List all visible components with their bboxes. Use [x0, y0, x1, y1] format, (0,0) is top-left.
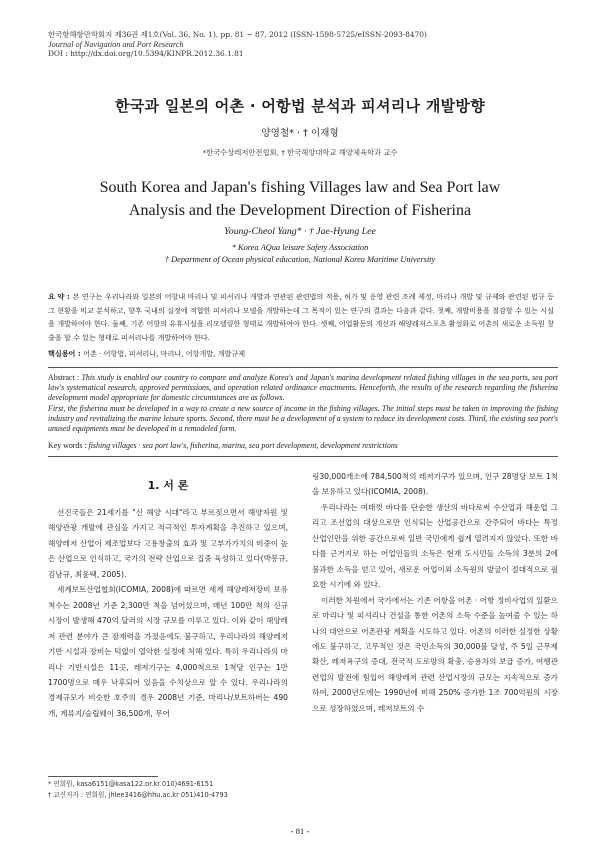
- divider-top: [48, 367, 558, 368]
- abstract-english-text-2: First, the fisherina must be developed in a way to create a new source of income in the fishing villages. The initial steps must be taken in improving the fishing industry and revitalizing the marine leisure sports. Second, there must be a development of a system to reduce its development costs. Third, the existing sea port's unused equipments must be developed in a remodeled form.: [48, 403, 558, 434]
- body-paragraph: 세계보트산업협회(ICOMIA, 2008)에 따르면 세계 해양레저장비 보유척수는 2008년 기준 2,300만 척을 넘어섰으며, 매년 100만 척의 신규 시장이 발생해 470억 달러의 시장 규모를 이루고 있다. 이와 같이 해양레저 관련 분야가 큰 잠재력을 가졌음에도 불구하고, 우리나라의 해양레저기반 시설과 장비는 턱없이 열악한 실정에 처해 있다. 특히 우리나라의 마리나 기반시설은 11곳, 레저기구는 4,000척으로 1척당 인구는 1만1700명으로 매우 낙후되어 있음을 수치상으로 알 수 있다. 우리나라의 경제규모가 비슷한 호주의 경우 2008년 기준, 마리나/보트하버는 490개, 계류지/슬립웨이 36,500개, 무어: [48, 585, 288, 718]
- authors-english: Young-Cheol Yang* · † Jae-Hyung Lee: [224, 226, 376, 237]
- abstract-english-label: Abstract :: [48, 373, 82, 382]
- divider-bottom: [48, 456, 558, 457]
- abstract-korean-text: 본 연구는 우리나라와 일본의 어항내 마리나 및 피셔리나 개발과 연관된 관련법의 적용, 허가 및 운영 관련 조례 제정, 마리나 개발 및 규제와 관련된 법규 등 그 현황을 비교 분석하고, 향후 국내의 실정에 적합한 피셔리나 모델을 개발하는데 그 목적이 있는 연구의 결과는 다음과 같다. 첫째, 개발비용을 절감할 수 있는 시설을 개발하여야 한다. 둘째, 기존 어항의 유휴시설을 리모델링한 형태로 개발하여야 한다. 셋째, 어업활동의 개선과 해양레저스포츠 활성화로 어촌의 새로운 소득원 창출을 할 수 있는 형태로 피셔리나를 개발하여야 한다.: [48, 292, 554, 342]
- affiliation-english: [0, 242, 600, 266]
- page-number: - 81 -: [290, 826, 310, 836]
- affiliation-korean: *한국수상레저안전협회, † 한국해양대학교 해양체육학과 교수: [202, 148, 398, 157]
- body-column-right: [312, 469, 558, 716]
- affiliation-english-line2: † Department of Ocean physical education, National Korea Maritime University: [164, 255, 436, 264]
- title-english: [60, 176, 540, 222]
- keywords-korean: [48, 349, 554, 359]
- title-english-line2: Analysis and the Development Direction of Fisherina: [128, 202, 472, 219]
- footnote-divider: [48, 776, 158, 777]
- body-paragraph: 링30,000개소에 784,500척의 레저기구가 있으며, 인구 28명당 보트 1척을 보유하고 있다(ICOMIA, 2008).: [312, 472, 558, 497]
- journal-name-en: Journal of Navigation and Port Research: [48, 39, 184, 49]
- body-column-left: [48, 505, 288, 721]
- keywords-korean-label: 핵심용어 :: [48, 349, 84, 358]
- abstract-korean: [48, 290, 554, 344]
- affiliation-english-line1: * Korea AQua leisure Safety Association: [231, 243, 369, 252]
- keywords-korean-text: 어촌 · 어항법, 피셔리나, 마리나, 어항개발, 개발규제: [83, 349, 246, 358]
- keywords-english: [48, 441, 558, 450]
- abstract-korean-label: 요 약 :: [48, 292, 73, 301]
- body-paragraph: 선진국들은 21세기를 "신 해양 시대"라고 부르짖으면서 해양자원 및 해양관광 개발에 관심을 가지고 적극적인 투자계획을 추진하고 있으며, 해양레저 산업이 제조업보다 고용창출의 효과 및 고부가가치의 비중이 높은 산업으로 인식하고, 국가의 전략 산업으로 집중 육성하고 있다(박봉규, 김남규, 최윤택, 2005).: [48, 508, 288, 579]
- keywords-english-text: fishing villages · sea port law's, fisherina, marina, sea port development, development restrictions: [88, 441, 398, 450]
- journal-citation: 한국항해항만학회지 제36권 제1호(Vol. 36, No. 1), pp. 81 ~ 87, 2012 (ISSN-1598-5725/eISSN-2093-8470): [48, 30, 427, 39]
- keywords-english-label: Key words :: [48, 441, 89, 450]
- body-paragraph: 우리나라는 여태껏 바다를 단순한 생산의 바다로써 수산업과 해운업 그리고 조선업의 대상으로만 인식되는 산업공간으로 간주되어 바다는 특정 산업인만을 위한 공간으로써 일반 국민에게 쉽게 열려지지 않았다. 또한 바다를 근거지로 하는 어업인들의 소득은 현재 도시민들 소득의 3분의 2에 불과한 소득을 얻고 있어, 새로운 어업이외 소득원의 발굴이 절대적으로 필요한 시기에 와 있다.: [312, 502, 558, 590]
- title-korean: 한국과 일본의 어촌 · 어항법 분석과 피셔리나 개발방향: [114, 97, 486, 115]
- body-paragraph: 이러한 차원에서 국가에서는 기존 어항을 어촌 · 어항 정비사업의 일환으로 마리나 및 피셔리나 건설을 통한 어촌의 소득 수준을 높여줄 수 있는 하나의 대안으로 어촌관광 계획을 시도하고 있다. 어촌의 이러한 실정한 상황에도 불구하고, 고무적인 것은 국민소득의 30,000불 달성, 주 5일 근무제 확산, 레저욕구의 증대, 전국적 도로망의 확충, 승용차의 보급 증가, 여행관련업의 발전에 힘입어 해양레저 관련 산업시장의 규모는 지속적으로 증가하여, 2000년도에는 1990년에 비해 250% 증가한 1조 700억원의 시장으로 성장하였으며, 레저보트의 수: [312, 595, 558, 713]
- footnote-2: † 교신저자 : 연회원, jhlee3416@hhu.ac.kr 051)410-4793: [48, 791, 228, 799]
- abstract-english-text: This study is enabled our country to compare and analyze Korea's and Japan's marina development related fishing villages in the sea ports, sea port law's systematical research, approved permissions, and operation related ordinance enactments. Henceforth, the results of the research regarding the fisherina development model appropriate for domestic circumstances are as follows.: [48, 373, 558, 403]
- footnotes: [48, 779, 308, 801]
- title-english-line1: South Korea and Japan's fishing Villages law and Sea Port law: [99, 179, 501, 196]
- doi-link[interactable]: DOI : http://dx.doi.org/10.5394/KINPR.2012.36.1.81: [48, 49, 244, 59]
- section-heading: 1. 서 론: [147, 479, 189, 492]
- footnote-1: * 연회원, kasa6151@kasa122.or.kr 010)4691-6151: [48, 780, 214, 788]
- authors-korean: 양영철* · † 이재형: [261, 128, 339, 139]
- abstract-english: [48, 373, 558, 434]
- journal-header: [48, 30, 558, 59]
